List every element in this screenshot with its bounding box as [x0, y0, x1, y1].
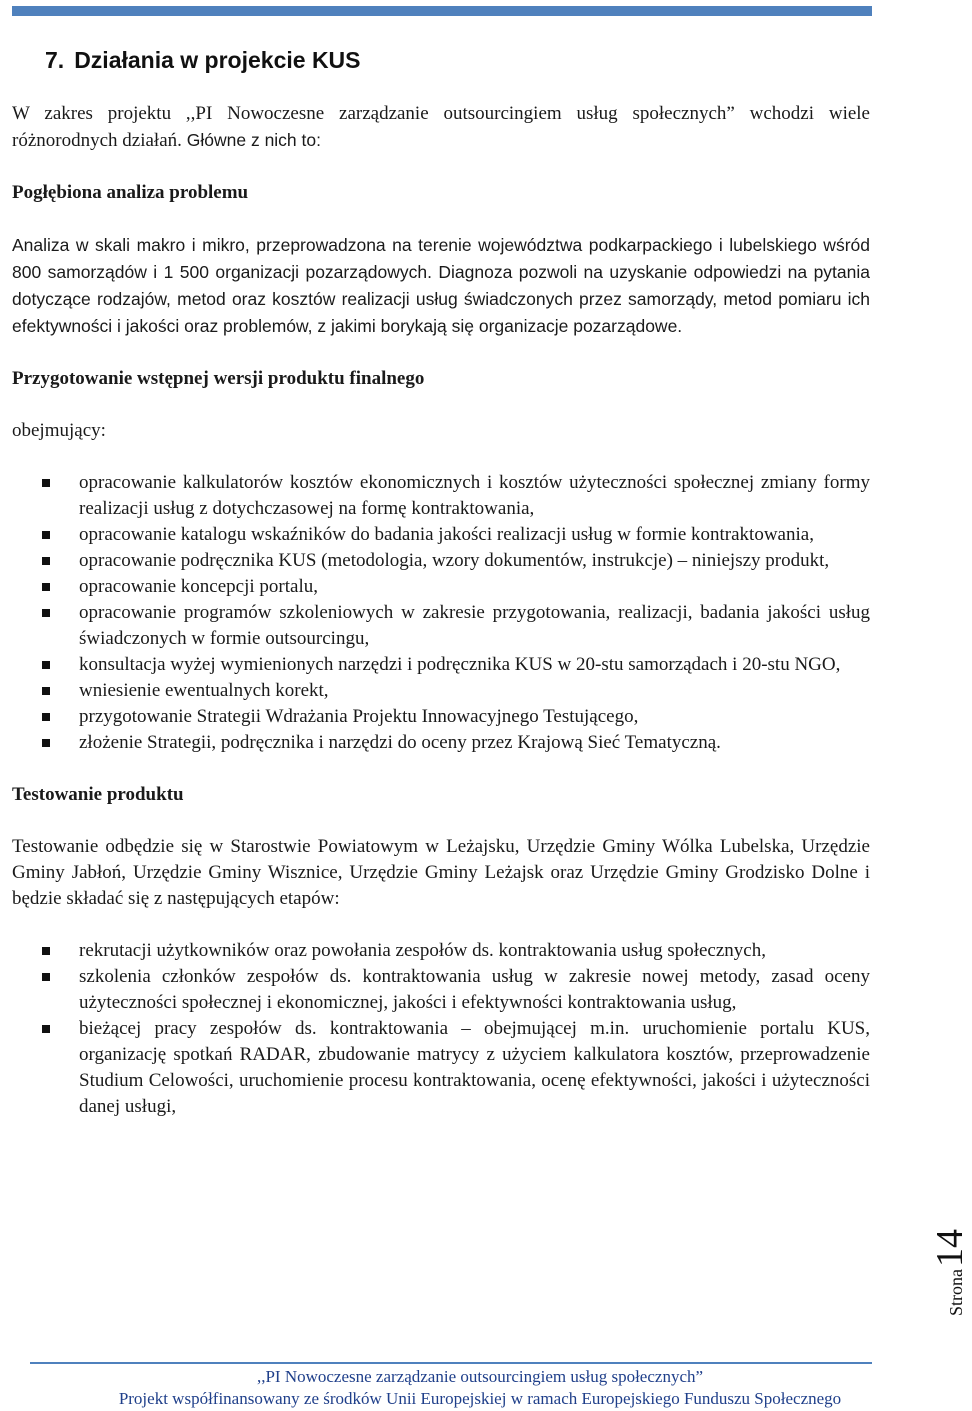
section-number: 7. — [45, 47, 65, 73]
list-item — [12, 730, 870, 756]
list-item-text: opracowanie katalogu wskaźników do badania jakości realizacji usług w formie kontraktowania, — [79, 524, 814, 545]
list-item — [12, 522, 870, 548]
analysis-text-2: Diagnoza pozwoli na uzyskanie odpowiedzi na pytania dotyczące rodzajów, metod oraz kosztów realizacji usług świadczonych przez samorządy, metod pomiaru ich efektywności i jakości oraz problemów, z jakimi borykają się organizacje pozarządowe. — [12, 262, 871, 336]
footer-rule — [30, 1362, 872, 1364]
list-item-text: bieżącej pracy zespołów ds. kontraktowania – obejmującej m.in. uruchomienie portalu KUS, organizację spotkań RADAR, zbudowanie matrycy z użyciem kalkulatora kosztów, przeprowadzenie Studium Celowości, uruchomienie procesu kontraktowania, ocenę efektywności, jakości i użyteczności danej usługi, — [79, 1018, 870, 1117]
list-item-text: opracowanie podręcznika KUS (metodologia, wzory dokumentów, instrukcje) – niniejszy produkt, — [79, 550, 830, 571]
list-item — [12, 964, 870, 1016]
list-item-text: opracowanie koncepcji portalu, — [79, 576, 318, 597]
list-item — [12, 1016, 870, 1120]
list-item-text: rekrutacji użytkowników oraz powołania zespołów ds. kontraktowania usług społecznych, — [79, 940, 766, 961]
page-label: Strona — [946, 1269, 966, 1316]
analysis-paragraph — [12, 232, 870, 340]
preparation-list — [12, 470, 870, 756]
intro-paragraph — [12, 101, 870, 154]
page-footer — [0, 1366, 960, 1410]
preparation-subheading: obejmujący: — [12, 420, 106, 441]
square-bullet-icon — [42, 947, 50, 955]
square-bullet-icon — [42, 739, 50, 747]
list-item — [12, 600, 870, 652]
square-bullet-icon — [42, 479, 50, 487]
square-bullet-icon — [42, 583, 50, 591]
list-item-text: opracowanie kalkulatorów kosztów ekonomicznych i kosztów użyteczności społecznej zmiany formy realizacji usług z dotychczasowej na formę kontraktowania, — [79, 472, 870, 519]
analysis-heading: Pogłębiona analiza problemu — [12, 182, 249, 203]
square-bullet-icon — [42, 973, 50, 981]
square-bullet-icon — [42, 661, 50, 669]
page-number: 14 — [929, 1229, 971, 1267]
square-bullet-icon — [42, 557, 50, 565]
testing-paragraph: Testowanie odbędzie się w Starostwie Powiatowym w Leżajsku, Urzędzie Gminy Wólka Lubelska, Urzędzie Gminy Jabłoń, Urzędzie Gminy Wisznice, Urzędzie Gminy Leżajsk oraz Urzędzie Gminy Grodzisko Dolne i będzie składać się z następujących etapów: — [12, 836, 870, 909]
list-item — [12, 704, 870, 730]
header-rule — [12, 6, 872, 16]
list-item — [12, 470, 870, 522]
square-bullet-icon — [42, 713, 50, 721]
list-item-text: złożenie Strategii, podręcznika i narzędzi do oceny przez Krajową Sieć Tematyczną. — [79, 732, 721, 753]
list-item-text: szkolenia członków zespołów ds. kontraktowania usług w zakresie nowej metody, zasad oceny użyteczności społecznej i ekonomicznej, jakości i efektywności kontraktowania usług, — [79, 966, 870, 1013]
intro-text-1: W zakres projektu ,,PI Nowoczesne zarządzanie outsourcingiem usług społecznych” wchodzi wiele różnorodnych działań. — [12, 103, 870, 151]
testing-heading: Testowanie produktu — [12, 784, 184, 805]
list-item — [12, 548, 870, 574]
square-bullet-icon — [42, 1025, 50, 1033]
square-bullet-icon — [42, 609, 50, 617]
page-content — [12, 44, 870, 1120]
list-item — [12, 574, 870, 600]
preparation-heading: Przygotowanie wstępnej wersji produktu finalnego — [12, 368, 425, 389]
list-item-text: przygotowanie Strategii Wdrażania Projektu Innowacyjnego Testującego, — [79, 706, 639, 727]
list-item — [12, 938, 870, 964]
section-title — [12, 44, 870, 76]
square-bullet-icon — [42, 687, 50, 695]
list-item — [12, 652, 870, 678]
footer-cofinancing-note: Projekt współfinansowany ze środków Unii Europejskiej w ramach Europejskiego Funduszu Społecznego — [118, 1389, 842, 1408]
footer-project-title: ,,PI Nowoczesne zarządzanie outsourcingiem usług społecznych” — [256, 1367, 704, 1386]
list-item-text: opracowanie programów szkoleniowych w zakresie przygotowania, realizacji, badania jakości usług świadczonych w formie outsourcingu, — [79, 602, 870, 649]
square-bullet-icon — [42, 531, 50, 539]
intro-text-2: Główne z nich to: — [181, 130, 321, 150]
section-title-text: Działania w projekcie KUS — [74, 47, 361, 73]
analysis-text-1: Analiza w skali makro i mikro, przeprowadzona na terenie województwa podkarpackiego i lubelskiego wśród 800 samorządów i 1 500 organizacji pozarządowych. — [12, 235, 870, 282]
list-item — [12, 678, 870, 704]
list-item-text: wniesienie ewentualnych korekt, — [79, 680, 329, 701]
list-item-text: konsultacja wyżej wymienionych narzędzi i podręcznika KUS w 20-stu samorządach i 20-stu NGO, — [79, 654, 841, 675]
page-number-label — [928, 1229, 972, 1316]
testing-list — [12, 938, 870, 1120]
